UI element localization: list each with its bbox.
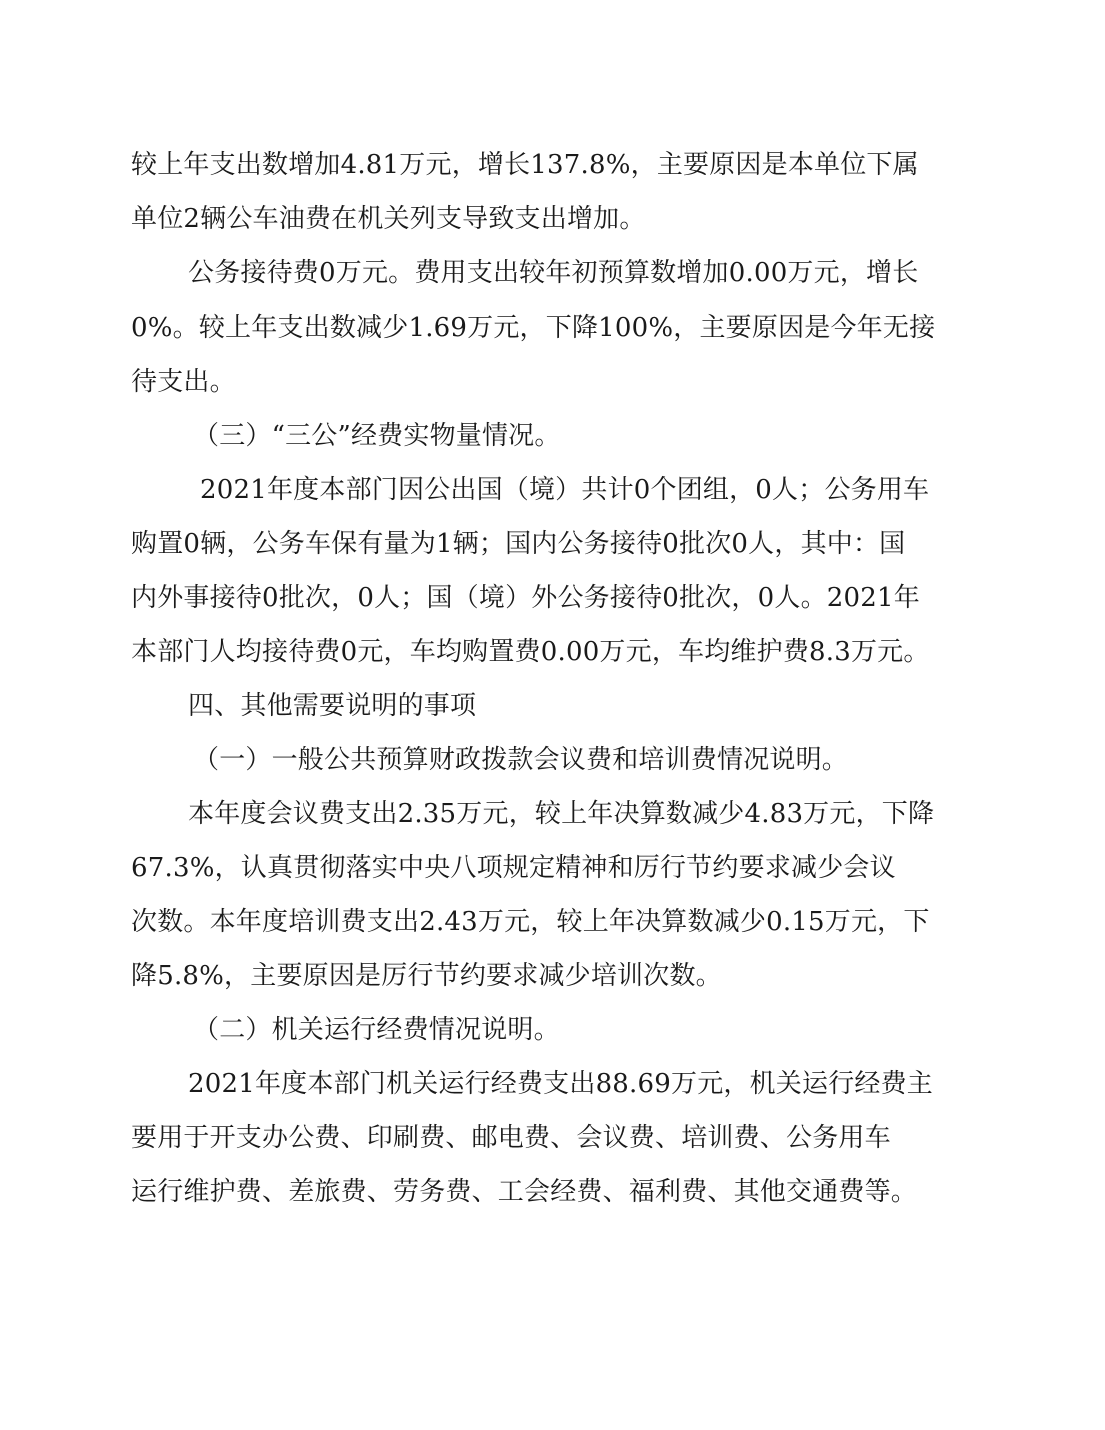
text-line: 本部门人均接待费0元，车均购置费0.00万元，车均维护费8.3万元。 <box>131 637 930 667</box>
text-line: 单位2辆公车油费在机关列支导致支出增加。 <box>131 204 646 234</box>
text-line: 待支出。 <box>131 367 236 397</box>
text-line: 0%。较上年支出数减少1.69万元，下降100%，主要原因是今年无接 <box>131 313 936 343</box>
text-line: 次数。本年度培训费支出2.43万元，较上年决算数减少0.15万元，下 <box>131 907 930 937</box>
text-line: 运行维护费、差旅费、劳务费、工会经费、福利费、其他交通费等。 <box>131 1177 918 1207</box>
section-heading: 四、其他需要说明的事项 <box>188 691 477 721</box>
text-line: 2021年度本部门机关运行经费支出88.69万元，机关运行经费主 <box>188 1069 934 1099</box>
text-line: 要用于开支办公费、印刷费、邮电费、会议费、培训费、公务用车 <box>131 1123 891 1153</box>
text-line: 67.3%，认真贯彻落实中央八项规定精神和厉行节约要求减少会议 <box>131 853 896 883</box>
text-line: 较上年支出数增加4.81万元，增长137.8%，主要原因是本单位下属 <box>131 150 919 180</box>
text-line: 2021年度本部门因公出国（境）共计0个团组，0人；公务用车 <box>200 475 930 505</box>
section-heading: （一）一般公共预算财政拨款会议费和培训费情况说明。 <box>193 745 849 775</box>
text-line: 购置0辆，公务车保有量为1辆；国内公务接待0批次0人，其中：国 <box>131 529 906 559</box>
text-line: 公务接待费0万元。费用支出较年初预算数增加0.00万元，增长 <box>188 258 919 288</box>
text-line: 降5.8%，主要原因是厉行节约要求减少培训次数。 <box>131 961 722 991</box>
text-line: 内外事接待0批次，0人；国（境）外公务接待0批次，0人。2021年 <box>131 583 920 613</box>
section-heading: （三）“三公”经费实物量情况。 <box>193 421 561 451</box>
text-line: 本年度会议费支出2.35万元，较上年决算数减少4.83万元，下降 <box>188 799 935 829</box>
section-heading: （二）机关运行经费情况说明。 <box>193 1015 560 1045</box>
